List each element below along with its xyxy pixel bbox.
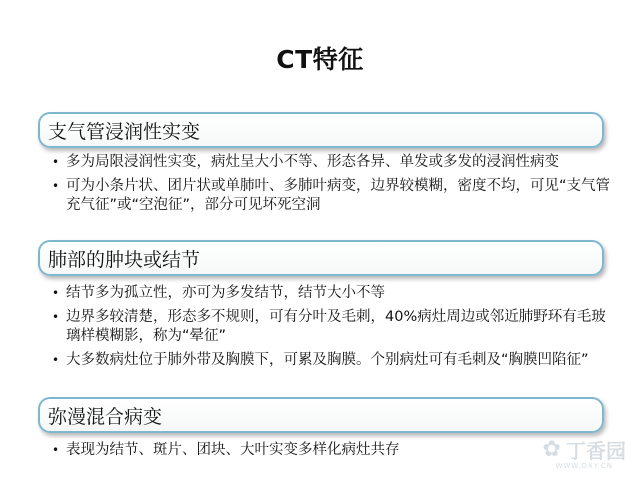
slide-title: CT特征 xyxy=(276,45,364,74)
bullet-item xyxy=(52,153,612,172)
bullet-text: 可为小条片状、团片状或单肺叶、多肺叶病变，边界较模糊，密度不均，可见“支气管充气征”或“空泡征”，部分可见坏死空洞 xyxy=(66,178,611,213)
bullet-text: 大多数病灶位于肺外带及胸膜下，可累及胸膜。个别病灶可有毛刺及“胸膜凹陷征” xyxy=(66,352,589,368)
bullet-dot-icon: • xyxy=(52,179,60,193)
bullet-text: 结节多为孤立性，亦可为多发结节，结节大小不等 xyxy=(66,285,385,301)
section-heading-box xyxy=(38,112,604,148)
bullet-dot-icon: • xyxy=(52,443,60,457)
bullet-list xyxy=(52,441,612,465)
bullet-item xyxy=(52,351,612,370)
section-heading: 支气管浸润性实变 xyxy=(48,120,201,143)
bullet-text: 边界多较清楚，形态多不规则，可有分叶及毛刺，40%病灶周边或邻近肺野环有毛玻璃样模糊影，称为“晕征” xyxy=(66,309,606,344)
bullet-dot-icon: • xyxy=(52,286,60,300)
bullet-dot-icon: • xyxy=(52,310,60,324)
bullet-text: 多为局限浸润性实变，病灶呈大小不等、形态各异、单发或多发的浸润性病变 xyxy=(66,154,559,170)
watermark-logo xyxy=(542,435,626,470)
bullet-text: 表现为结节、斑片、团块、大叶实变多样化病灶共存 xyxy=(66,442,400,458)
section-heading-box xyxy=(38,240,604,276)
bullet-list xyxy=(52,284,612,375)
watermark-brand: 丁香园 xyxy=(566,439,626,463)
watermark-url: WWW.DXY.CN xyxy=(555,462,614,470)
bullet-dot-icon: • xyxy=(52,155,60,169)
bullet-item xyxy=(52,308,612,346)
bullet-item xyxy=(52,284,612,303)
bullet-dot-icon: • xyxy=(52,353,60,367)
dxy-logo-icon: ✿ xyxy=(542,437,561,462)
bullet-item xyxy=(52,441,612,460)
bullet-item xyxy=(52,177,612,215)
section-heading: 肺部的肿块或结节 xyxy=(48,248,201,271)
bullet-list xyxy=(52,153,612,220)
section-heading: 弥漫混合病变 xyxy=(48,405,163,428)
section-heading-box xyxy=(38,397,604,433)
